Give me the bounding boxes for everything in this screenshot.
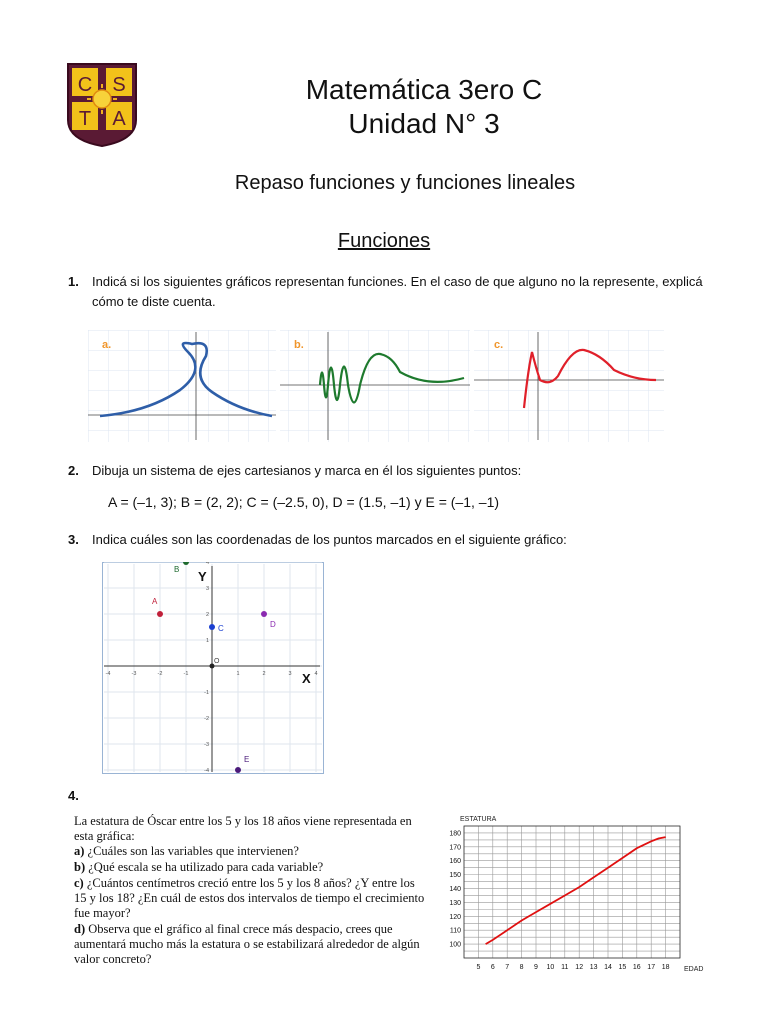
q2-number: 2. bbox=[68, 463, 79, 478]
page-subtitle: Repaso funciones y funciones lineales bbox=[234, 172, 576, 194]
x-tick-label: -4 bbox=[105, 671, 111, 677]
x-tick-label: 13 bbox=[589, 964, 598, 971]
logo-letter-s: S bbox=[112, 74, 126, 96]
q1-graphs bbox=[88, 330, 668, 442]
chart-ylabel: ESTATURA bbox=[460, 816, 497, 823]
y-tick-label: 170 bbox=[449, 844, 461, 852]
x-tick-label: 4 bbox=[314, 671, 318, 677]
q2-text: Dibuja un sistema de ejes cartesianos y marca en él los siguientes puntos: bbox=[92, 463, 522, 478]
graph-label-b: b. bbox=[294, 339, 304, 351]
y-tick-label: 1 bbox=[205, 638, 209, 644]
x-tick-label: 18 bbox=[661, 964, 670, 971]
y-tick-label: 130 bbox=[449, 899, 461, 907]
axis-y-label: Y bbox=[198, 569, 207, 584]
origin-label: O bbox=[214, 658, 220, 665]
q4-item-d: d) Observa que el gráfico al final crece más despacio, crees que aumentará mucho más la estatura o se estabilizará alrededor de algún valor concreto? bbox=[74, 922, 420, 966]
y-tick-label: 140 bbox=[449, 886, 461, 894]
x-tick-label: 6 bbox=[490, 964, 495, 971]
height-chart bbox=[440, 812, 716, 978]
point-label-a: A bbox=[152, 597, 158, 606]
point-label-e: E bbox=[244, 755, 250, 764]
x-tick-label: -2 bbox=[157, 671, 163, 677]
logo-letter-c: C bbox=[77, 74, 93, 96]
y-tick-label: 2 bbox=[205, 612, 209, 618]
y-tick-label: 150 bbox=[449, 872, 461, 880]
q4-item-a: a) ¿Cuáles son las variables que intervienen? bbox=[74, 844, 299, 858]
point-d bbox=[261, 611, 267, 617]
x-tick-label: -1 bbox=[183, 671, 189, 677]
y-tick-label: -2 bbox=[204, 716, 209, 722]
x-tick-label: 9 bbox=[534, 964, 538, 971]
x-tick-label: 16 bbox=[632, 964, 641, 971]
y-tick-label: 180 bbox=[449, 830, 461, 838]
q4-item-c: c) ¿Cuántos centímetros creció entre los 5 y los 8 años? ¿Y entre los 15 y los 18? ¿En cuál de estos dos intervalos de tiempo el crecimiento fue mayor? bbox=[74, 876, 425, 920]
x-tick-label: 3 bbox=[288, 671, 292, 677]
section-title: Funciones bbox=[337, 230, 431, 252]
q4-number: 4. bbox=[68, 788, 79, 803]
x-tick-label: 1 bbox=[236, 671, 240, 677]
x-tick-label: 2 bbox=[262, 671, 266, 677]
coordinate-plane bbox=[102, 562, 324, 774]
axis-x-label: X bbox=[302, 671, 311, 686]
y-tick-label: 3 bbox=[205, 586, 209, 592]
height-series-line bbox=[486, 837, 666, 944]
y-tick-label: -4 bbox=[204, 768, 209, 774]
graph-label-c: c. bbox=[494, 339, 504, 351]
q4-item-b: b) ¿Qué escala se ha utilizado para cada variable? bbox=[74, 860, 324, 874]
graph-label-a: a. bbox=[102, 339, 112, 351]
point-e bbox=[235, 767, 241, 773]
x-tick-label: 7 bbox=[505, 964, 510, 971]
logo-letter-a: A bbox=[112, 108, 126, 130]
y-tick-label: 4 bbox=[205, 562, 209, 566]
q4-intro: La estatura de Óscar entre los 5 y los 18 años viene representada en esta gráfica: bbox=[74, 814, 412, 843]
page-title-line1: Matemática 3ero C bbox=[305, 74, 543, 105]
q3-text: Indica cuáles son las coordenadas de los puntos marcados en el siguiente gráfico: bbox=[92, 532, 567, 547]
chart-xlabel: EDAD bbox=[684, 966, 704, 973]
x-tick-label: 17 bbox=[647, 964, 656, 971]
y-tick-label: 160 bbox=[449, 858, 461, 866]
x-tick-label: -3 bbox=[131, 671, 137, 677]
point-label-d: D bbox=[270, 620, 276, 629]
y-tick-label: 110 bbox=[449, 927, 461, 935]
q3-number: 3. bbox=[68, 532, 79, 547]
y-tick-label: -3 bbox=[204, 742, 209, 748]
q2-points: A = (–1, 3); B = (2, 2); C = (–2.5, 0), D = (1.5, –1) y E = (–1, –1) bbox=[108, 494, 500, 510]
q1-text: Indicá si los siguientes gráficos representan funciones. En el caso de que alguno no la represente, explicá cómo te diste cuenta. bbox=[92, 274, 703, 309]
point-label-c: C bbox=[218, 624, 224, 633]
q4-items bbox=[74, 844, 426, 967]
x-tick-label: 12 bbox=[575, 964, 584, 971]
x-tick-label: 11 bbox=[561, 964, 569, 971]
y-tick-label: -1 bbox=[204, 690, 209, 696]
x-tick-label: 14 bbox=[604, 964, 612, 971]
point-c bbox=[209, 624, 215, 630]
x-tick-label: 15 bbox=[618, 964, 627, 971]
q1-number: 1. bbox=[68, 274, 79, 289]
logo-letter-t: T bbox=[78, 108, 92, 130]
x-tick-label: 10 bbox=[546, 964, 555, 971]
y-tick-label: 100 bbox=[449, 941, 461, 949]
page-title-line2: Unidad N° 3 bbox=[348, 108, 500, 139]
x-tick-label: 5 bbox=[476, 964, 481, 971]
x-tick-label: 8 bbox=[519, 964, 524, 971]
point-label-b: B bbox=[174, 565, 180, 574]
point-a bbox=[157, 611, 163, 617]
y-tick-label: 120 bbox=[449, 913, 461, 921]
